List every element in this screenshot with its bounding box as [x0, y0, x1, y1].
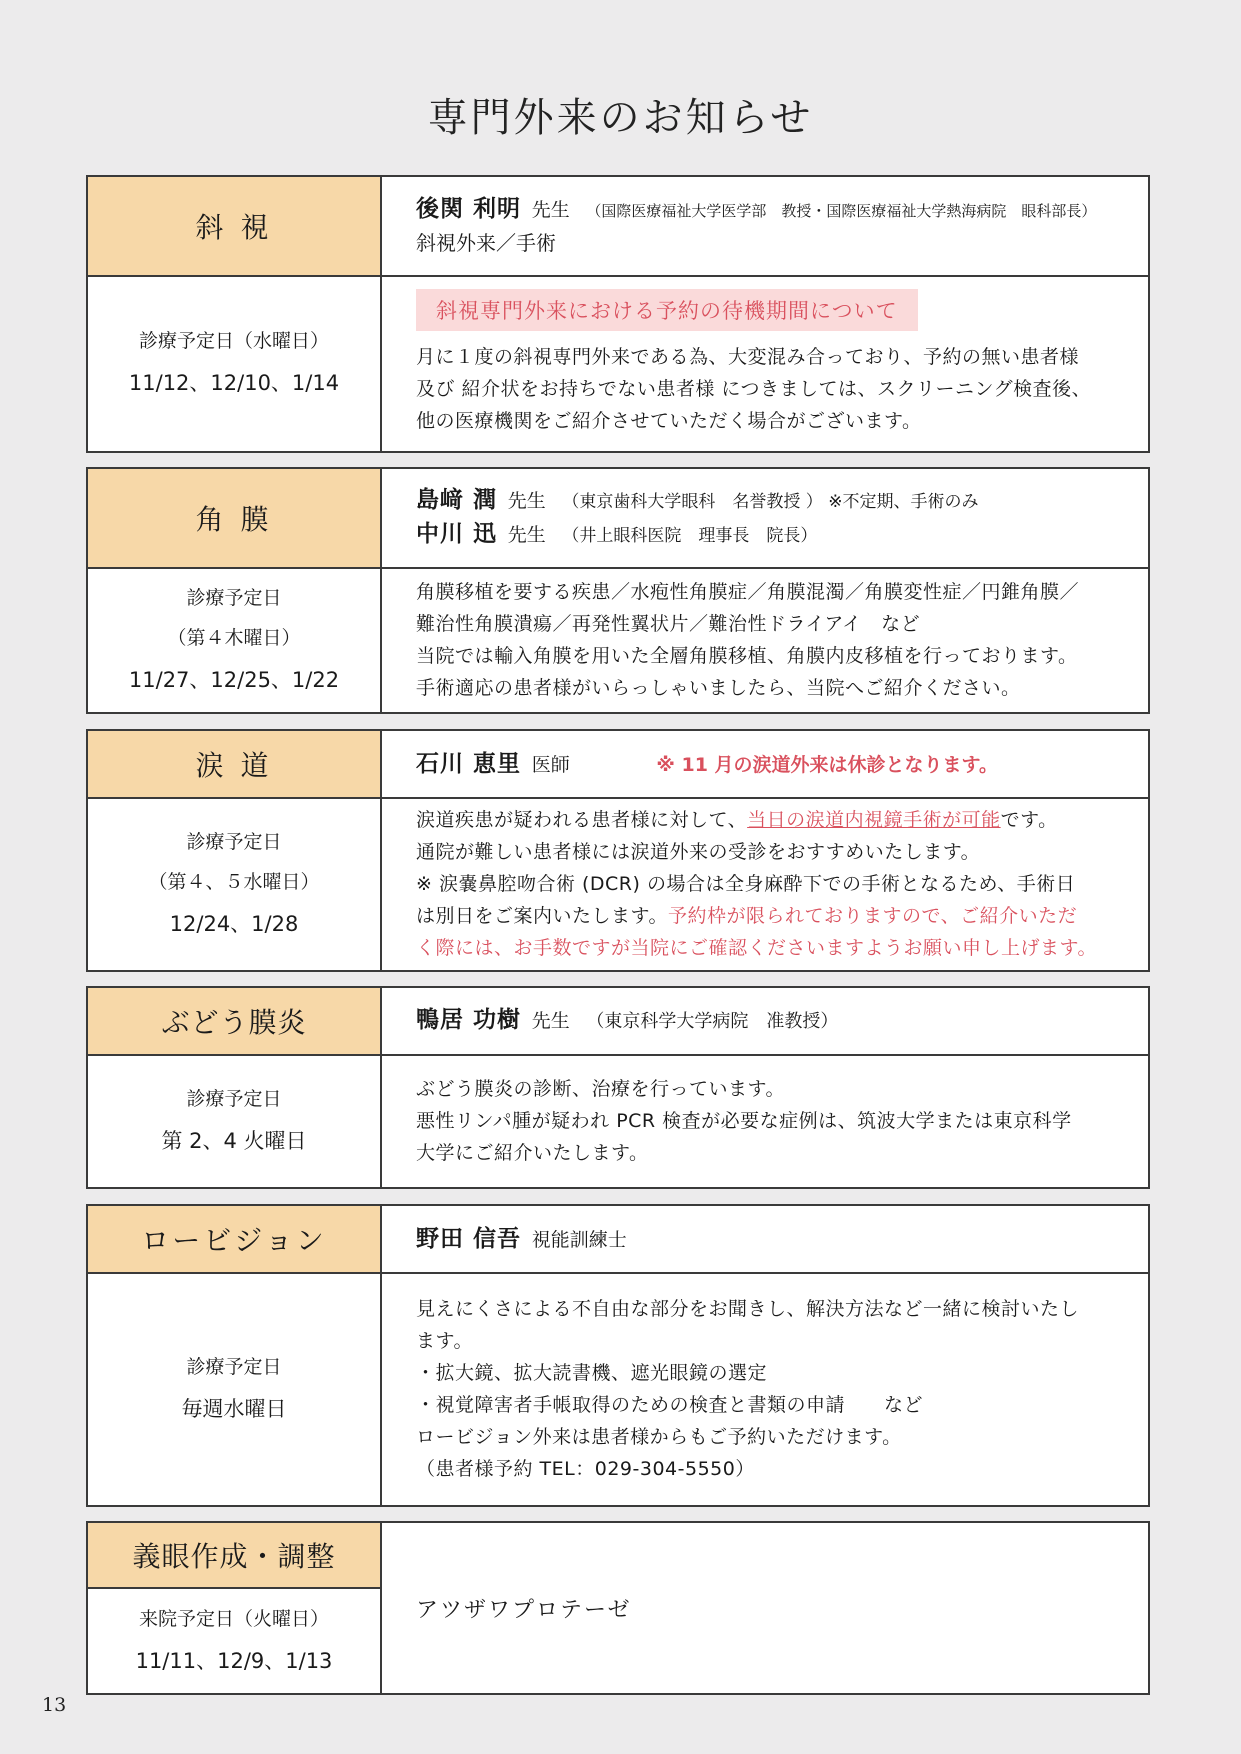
body-line	[416, 804, 1118, 836]
body-text: は別日をご案内いたします。	[416, 904, 668, 927]
body-line: 難治性角膜潰瘍／再発性翼状片／難治性ドライアイ など	[416, 612, 921, 635]
doctor-line	[416, 1223, 1118, 1256]
schedule-dates: 第 2、4 火曜日	[161, 1128, 307, 1153]
section-header	[88, 731, 1148, 799]
closure-notice: ※ 11 月の涙道外来は休診となります。	[656, 753, 999, 776]
body-line: ます。	[416, 1329, 473, 1352]
schedule-label: 診療予定日	[186, 1087, 282, 1110]
doctor-honorific: 先生	[531, 199, 570, 221]
doctor-affiliation: （東京歯科大学眼科 名誉教授 ） ※不定期、手術のみ	[562, 492, 979, 512]
section-strabismus	[86, 175, 1150, 453]
section-header	[88, 1523, 382, 1589]
section-body	[88, 275, 1148, 451]
doctor-affiliation: （井上眼科医院 理事長 院長）	[562, 526, 818, 546]
body-line: 通院が難しい患者様には涙道外来の受診をおすすめいたします。	[416, 840, 981, 863]
provider-cell	[382, 1523, 1148, 1693]
schedule-dates: 11/12、12/10、1/14	[128, 371, 340, 395]
body-line: 大学にご紹介いたします。	[416, 1141, 649, 1164]
doctor-honorific: 先生	[531, 1010, 570, 1032]
body-line: 手術適応の患者様がいらっしゃいましたら、当院へご紹介ください。	[416, 676, 1021, 699]
body-line: 見えにくさによる不自由な部分をお聞きし、解決方法など一緒に検討いたし	[416, 1297, 1080, 1320]
body-line: 当院では輸入角膜を用いた全層角膜移植、角膜内皮移植を行っております。	[416, 644, 1078, 667]
body-line: く際には、お手数ですが当院にご確認くださいますようお願い申し上げます。	[416, 936, 1097, 959]
body-line: ぶどう膜炎の診断、治療を行っています。	[416, 1077, 785, 1100]
schedule-dates: 12/24、1/28	[169, 911, 299, 936]
body-line: 悪性リンパ腫が疑われ PCR 検査が必要な症例は、筑波大学または東京科学	[416, 1109, 1072, 1132]
schedule-dates: 11/11、12/9、1/13	[135, 1649, 333, 1673]
doctor-name: 後関 利明	[416, 196, 522, 222]
schedule-label: 診療予定日	[186, 586, 282, 609]
doctor-name: 島﨑 潤	[416, 487, 498, 513]
category-label: ぶどう膜炎	[161, 1006, 307, 1039]
specialty: 斜視外来／手術	[416, 231, 556, 255]
doctor-line	[416, 1004, 1118, 1038]
doctor-honorific: 医師	[531, 753, 570, 776]
doctor-honorific: 先生	[507, 524, 546, 546]
schedule-label: 診療予定日（水曜日）	[138, 330, 329, 352]
body-line: ・拡大鏡、拡大読書機、遮光眼鏡の選定	[416, 1361, 768, 1384]
body-line: ・視覚障害者手帳取得のための検査と書類の申請 など	[416, 1393, 924, 1416]
schedule-sub: （第４木曜日）	[167, 626, 301, 649]
section-header	[88, 177, 1148, 277]
schedule-sub: （第４、５水曜日）	[148, 870, 320, 893]
waiting-period-notice: 斜視専門外来における予約の待機期間について	[416, 289, 918, 331]
section-body	[88, 1054, 1148, 1187]
body-line: ロービジョン外来は患者様からもご予約いただけます。	[416, 1425, 902, 1448]
schedule-label: 診療予定日	[186, 830, 282, 853]
section-body	[88, 797, 1148, 970]
doctor-name: 鴨居 功樹	[416, 1007, 522, 1033]
doctor-affiliation: （東京科学大学病院 准教授）	[586, 1011, 839, 1032]
section-uveitis	[86, 986, 1150, 1189]
doctor-affiliation: （国際医療福祉大学医学部 教授・国際医療福祉大学熱海病院 眼科部長）	[586, 202, 1097, 220]
body-line: 他の医療機関をご紹介させていただく場合がございます。	[416, 410, 922, 432]
doctor-name: 中川 迅	[416, 521, 498, 547]
section-lacrimal	[86, 729, 1150, 972]
doctor-honorific: 先生	[507, 490, 546, 512]
page-number: 13	[42, 1694, 67, 1716]
category-label: 角 膜	[195, 503, 273, 536]
doctor-line	[416, 193, 1118, 227]
phone-line: （患者様予約 TEL：029-304-5550）	[416, 1457, 755, 1480]
body-text: です。	[1000, 808, 1058, 831]
body-text: 涙道疾患が疑われる患者様に対して、	[416, 808, 748, 831]
schedule-label: 診療予定日	[186, 1355, 282, 1378]
provider-name: アツザワプロテーゼ	[416, 1597, 632, 1623]
schedule-dates: 11/27、12/25、1/22	[128, 667, 340, 692]
body-line: 及び 紹介状をお持ちでない患者様 につきましては、スクリーニング検査後、	[416, 378, 1092, 400]
category-label: 斜 視	[195, 211, 273, 244]
page-title: 専門外来のお知らせ	[427, 95, 814, 141]
category-label: 義眼作成・調整	[132, 1540, 336, 1573]
category-label: 涙 道	[195, 749, 273, 782]
body-line: ※ 涙嚢鼻腔吻合術 (DCR) の場合は全身麻酔下での手術となるため、手術日	[416, 872, 1076, 895]
body-line	[416, 900, 1118, 932]
schedule-label: 来院予定日（火曜日）	[138, 1608, 329, 1630]
doctor-line	[416, 748, 1118, 781]
body-line: 月に１度の斜視専門外来である為、大変混み合っており、予約の無い患者様	[416, 346, 1080, 368]
doctor-name: 野田 信吾	[416, 1225, 522, 1252]
doctor-line	[416, 518, 1118, 552]
section-body	[88, 567, 1148, 712]
schedule-cell	[88, 1589, 382, 1693]
section-header	[88, 1206, 1148, 1274]
category-label: ロービジョン	[141, 1224, 327, 1257]
schedule-dates: 毎週水曜日	[181, 1396, 287, 1421]
section-header	[88, 988, 1148, 1056]
section-header	[88, 469, 1148, 569]
section-low-vision	[86, 1204, 1150, 1507]
section-body	[88, 1272, 1148, 1505]
body-line: 角膜移植を要する疾患／水疱性角膜症／角膜混濁／角膜変性症／円錐角膜／	[416, 580, 1080, 603]
limited-slots-notice: 予約枠が限られておりますので、ご紹介いただ	[667, 904, 1078, 927]
doctor-honorific: 視能訓練士	[531, 1228, 627, 1251]
doctor-name: 石川 恵里	[416, 750, 522, 777]
section-cornea	[86, 467, 1150, 714]
endoscopy-highlight: 当日の涙道内視鏡手術が可能	[747, 808, 1001, 831]
section-prosthetic-eye	[86, 1521, 1150, 1695]
doctor-line	[416, 484, 1118, 518]
